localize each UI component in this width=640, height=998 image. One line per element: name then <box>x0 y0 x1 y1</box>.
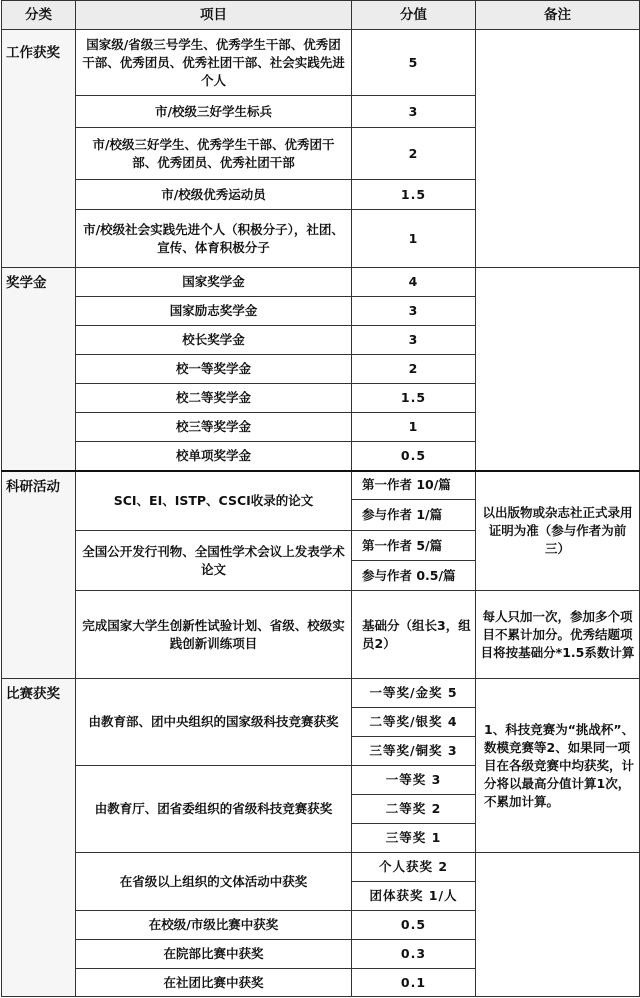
category-scholarship: 奖学金 <box>2 268 76 471</box>
value-cell: 团体获奖 1/人 <box>352 882 476 911</box>
score-table <box>1 0 640 997</box>
value-cell: 一等奖/金奖 5 <box>352 679 476 708</box>
table-row <box>2 853 640 882</box>
item-cell: 国家励志奖学金 <box>76 297 352 326</box>
item-cell: 市/校级三好学生标兵 <box>76 96 352 128</box>
item-cell: 全国公开发行刊物、全国性学术会议上发表学术论文 <box>76 531 352 591</box>
header-note: 备注 <box>476 1 640 30</box>
note-cell: 以出版物或杂志社正式录用证明为准（参与作者为前三） <box>476 471 640 591</box>
item-cell: 在社团比赛中获奖 <box>76 969 352 997</box>
value-cell: 2 <box>352 355 476 384</box>
value-cell: 5 <box>352 30 476 96</box>
header-value: 分值 <box>352 1 476 30</box>
item-cell: 国家级/省级三号学生、优秀学生干部、优秀团干部、优秀团员、优秀社团干部、社会实践先进个人 <box>76 30 352 96</box>
value-cell: 3 <box>352 297 476 326</box>
item-cell: 市/校级三好学生、优秀学生干部、优秀团干部、优秀团员、优秀社团干部 <box>76 128 352 180</box>
value-cell: 三等奖 1 <box>352 824 476 853</box>
note-cell <box>476 853 640 997</box>
category-work: 工作获奖 <box>2 30 76 268</box>
value-cell: 1 <box>352 210 476 268</box>
value-cell: 4 <box>352 268 476 297</box>
value-cell: 3 <box>352 326 476 355</box>
item-cell: 国家奖学金 <box>76 268 352 297</box>
value-cell: 0.5 <box>352 911 476 940</box>
item-cell: 市/校级优秀运动员 <box>76 180 352 210</box>
table-row <box>2 30 640 96</box>
value-cell: 二等奖 2 <box>352 795 476 824</box>
value-cell: 1.5 <box>352 180 476 210</box>
item-cell: 由教育部、团中央组织的国家级科技竞赛获奖 <box>76 679 352 766</box>
item-cell: SCI、EI、ISTP、CSCI收录的论文 <box>76 471 352 531</box>
value-cell: 3 <box>352 96 476 128</box>
category-research: 科研活动 <box>2 471 76 679</box>
value-cell: 0.3 <box>352 940 476 969</box>
value-cell: 个人获奖 2 <box>352 853 476 882</box>
note-cell: 1、科技竞赛为“挑战杯”、数模竞赛等2、如果同一项目在各级竞赛中均获奖，计分将以最高分值计算1次，不累加计算。 <box>476 679 640 853</box>
value-cell: 0.1 <box>352 969 476 997</box>
item-cell: 校三等奖学金 <box>76 413 352 442</box>
value-cell: 参与作者 1/篇 <box>352 500 476 531</box>
value-cell: 1.5 <box>352 384 476 413</box>
item-cell: 在校级/市级比赛中获奖 <box>76 911 352 940</box>
value-cell: 基础分（组长3，组员2） <box>352 591 476 679</box>
note-cell <box>476 268 640 471</box>
item-cell: 校二等奖学金 <box>76 384 352 413</box>
table-row <box>2 679 640 708</box>
header-item: 项目 <box>76 1 352 30</box>
value-cell: 第一作者 10/篇 <box>352 471 476 500</box>
value-cell: 第一作者 5/篇 <box>352 531 476 561</box>
table-row <box>2 591 640 679</box>
value-cell: 二等奖/银奖 4 <box>352 708 476 737</box>
item-cell: 完成国家大学生创新性试验计划、省级、校级实践创新训练项目 <box>76 591 352 679</box>
item-cell: 校长奖学金 <box>76 326 352 355</box>
value-cell: 0.5 <box>352 442 476 471</box>
table-row <box>2 268 640 297</box>
category-contest: 比赛获奖 <box>2 679 76 997</box>
item-cell: 校单项奖学金 <box>76 442 352 471</box>
header-category: 分类 <box>2 1 76 30</box>
item-cell: 校一等奖学金 <box>76 355 352 384</box>
value-cell: 三等奖/铜奖 3 <box>352 737 476 766</box>
value-cell: 1 <box>352 413 476 442</box>
item-cell: 在院部比赛中获奖 <box>76 940 352 969</box>
header-row <box>2 1 640 30</box>
item-cell: 在省级以上组织的文体活动中获奖 <box>76 853 352 911</box>
value-cell: 2 <box>352 128 476 180</box>
value-cell: 参与作者 0.5/篇 <box>352 561 476 591</box>
item-cell: 市/校级社会实践先进个人（积极分子），社团、宣传、体育积极分子 <box>76 210 352 268</box>
table-row <box>2 471 640 500</box>
value-cell: 一等奖 3 <box>352 766 476 795</box>
note-cell: 每人只加一次，参加多个项目不累计加分。优秀结题项目将按基础分*1.5系数计算 <box>476 591 640 679</box>
note-cell <box>476 30 640 268</box>
item-cell: 由教育厅、团省委组织的省级科技竞赛获奖 <box>76 766 352 853</box>
